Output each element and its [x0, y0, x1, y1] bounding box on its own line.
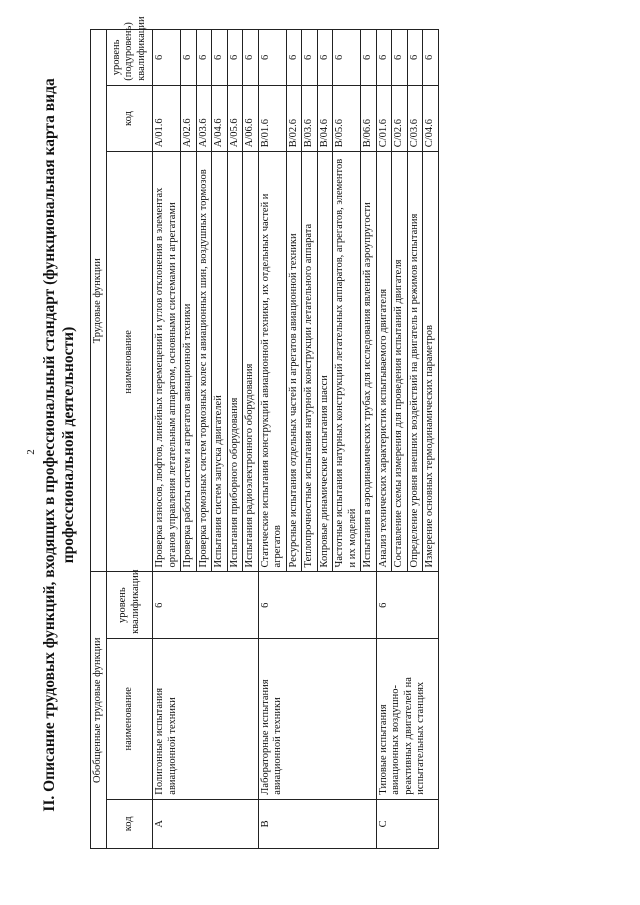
functional-map-table — [90, 16, 439, 849]
function-code: C/01.6 — [376, 85, 392, 151]
function-name: Определение уровня внешних воздействий на двигатель и режимов испытания — [407, 152, 423, 572]
function-level: 6 — [181, 30, 197, 86]
function-level: 6 — [392, 30, 408, 86]
group-name: Полигонные испытания авиационной техники — [153, 638, 259, 799]
function-name: Составление схемы измерения для проведения испытаний двигателя — [392, 152, 408, 572]
function-name: Анализ технических характеристик испытываемого двигателя — [376, 152, 392, 572]
group-level: 6 — [376, 572, 438, 638]
function-code: B/03.6 — [302, 85, 318, 151]
function-name: Проверка износов, люфтов, линейных перемещений и углов отклонения в элементах органов управления летательным аппаратом, основными системами и агрегатами — [153, 152, 181, 572]
function-name: Проверка тормозных систем тормозных колес и авиационных шин, воздушных тормозов — [196, 152, 212, 572]
group-code: A — [153, 799, 259, 848]
function-name: Копровые динамические испытания шасси — [317, 152, 333, 572]
function-name: Испытания приборного оборудования — [227, 152, 243, 572]
function-name: Испытания систем запуска двигателей — [212, 152, 228, 572]
page-title: II. Описание трудовых функций, входящих в профессиональный стандарт (функциональная карта вида профессиональной деятельности) — [41, 78, 77, 812]
header-function-name: наименование — [107, 152, 153, 572]
function-level: 6 — [302, 30, 318, 86]
table-row — [258, 30, 286, 849]
function-level: 6 — [361, 30, 377, 86]
function-level: 6 — [196, 30, 212, 86]
function-code: C/04.6 — [423, 85, 439, 151]
function-level: 6 — [212, 30, 228, 86]
header-name: наименование — [107, 638, 153, 799]
header-function-code: код — [107, 85, 153, 151]
function-level: 6 — [333, 30, 361, 86]
function-level: 6 — [258, 30, 286, 86]
function-code: B/02.6 — [286, 85, 302, 151]
function-name: Испытания радиоэлектронного оборудования — [243, 152, 259, 572]
function-name: Ресурсные испытания отдельных частей и агрегатов авиационной техники — [286, 152, 302, 572]
function-code: C/03.6 — [407, 85, 423, 151]
group-code: C — [376, 799, 438, 848]
function-name: Частотные испытания натурных конструкций летательных аппаратов, агрегатов, элементов и их моделей — [333, 152, 361, 572]
function-level: 6 — [243, 30, 259, 86]
function-code: B/04.6 — [317, 85, 333, 151]
function-code: B/01.6 — [258, 85, 286, 151]
header-level: уровень квалификации — [107, 572, 153, 638]
function-name: Проверка работы систем и агрегатов авиационной техники — [181, 152, 197, 572]
function-name: Теплопрочностные испытания натурной конструкции летательного аппарата — [302, 152, 318, 572]
header-function-level: уровень (подуровень) квалификации — [107, 30, 153, 86]
table-row — [376, 30, 392, 849]
function-code: A/01.6 — [153, 85, 181, 151]
function-code: A/04.6 — [212, 85, 228, 151]
function-code: A/02.6 — [181, 85, 197, 151]
function-code: C/02.6 — [392, 85, 408, 151]
function-code: A/03.6 — [196, 85, 212, 151]
function-level: 6 — [153, 30, 181, 86]
group-name: Типовые испытания авиационных воздушно-реактивных двигателей на испытательных станциях — [376, 638, 438, 799]
function-code: B/05.6 — [333, 85, 361, 151]
group-level: 6 — [153, 572, 259, 638]
table-body — [153, 30, 439, 849]
function-level: 6 — [227, 30, 243, 86]
function-name: Испытания в аэродинамических трубах для исследования явлений аэроупругости — [361, 152, 377, 572]
group-code: B — [258, 799, 376, 848]
group-name: Лабораторные испытания авиационной техники — [258, 638, 376, 799]
header-labor: Трудовые функции — [91, 30, 107, 572]
function-name: Измерение основных термодинамических параметров — [423, 152, 439, 572]
function-level: 6 — [317, 30, 333, 86]
function-code: A/06.6 — [243, 85, 259, 151]
function-level: 6 — [286, 30, 302, 86]
function-code: B/06.6 — [361, 85, 377, 151]
function-name: Статические испытания конструкций авиационной техники, их отдельных частей и агрегатов — [258, 152, 286, 572]
function-level: 6 — [407, 30, 423, 86]
function-level: 6 — [423, 30, 439, 86]
function-code: A/05.6 — [227, 85, 243, 151]
function-level: 6 — [376, 30, 392, 86]
header-code: код — [107, 799, 153, 848]
table-row — [153, 30, 181, 849]
group-level: 6 — [258, 572, 376, 638]
header-generalized: Обобщенные трудовые функции — [91, 572, 107, 849]
page-number: 2 — [25, 449, 37, 455]
